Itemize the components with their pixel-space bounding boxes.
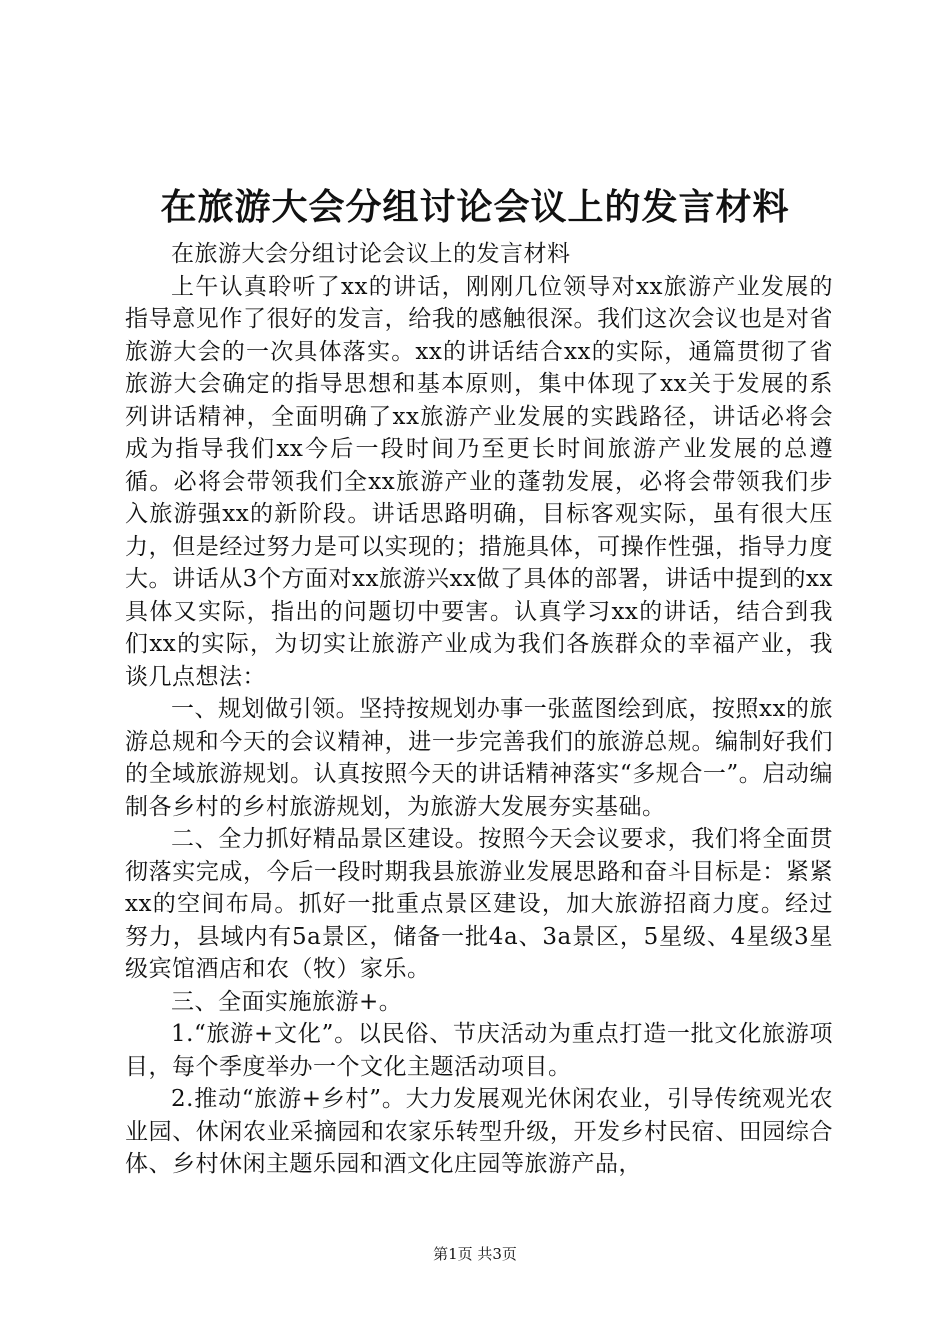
page-number: 第1页 共3页	[433, 1245, 517, 1263]
paragraph-tourism-culture: 1.“旅游+文化”。以民俗、节庆活动为重点打造一批文化旅游项目，每个季度举办一个文化主题活动项目。	[125, 1021, 833, 1080]
document-body	[125, 238, 833, 1181]
paragraph-planning: 一、规划做引领。坚持按规划办事一张蓝图绘到底，按照xx的旅游总规和今天的会议精神，进一步完善我们的旅游总规。编制好我们的全域旅游规划。认真按照今天的讲话精神落实“多规合一”。启动编制各乡村的乡村旅游规划，为旅游大发展夯实基础。	[125, 696, 833, 820]
paragraph-tourism-plus: 三、全面实施旅游+。	[171, 988, 403, 1015]
paragraph-intro: 上午认真聆听了xx的讲话，刚刚几位领导对xx旅游产业发展的指导意见作了很好的发言，给我的感触很深。我们这次会议也是对省旅游大会的一次具体落实。xx的讲话结合xx的实际，通篇贯彻了省旅游大会确定的指导思想和基本原则，集中体现了xx关于发展的系列讲话精神，全面明确了xx旅游产业发展的实践路径，讲话必将会成为指导我们xx今后一段时间乃至更长时间旅游产业发展的总遵循。必将会带领我们全xx旅游产业的蓬勃发展，必将会带领我们步入旅游强xx的新阶段。讲话思路明确，目标客观实际，虽有很大压力，但是经过努力是可以实现的；措施具体，可操作性强，指导力度大。讲话从3个方面对xx旅游兴xx做了具体的部署，讲话中提到的xx具体又实际，指出的问题切中要害。认真学习xx的讲话，结合到我们xx的实际，为切实让旅游产业成为我们各族群众的幸福产业，我谈几点想法：	[125, 273, 833, 690]
paragraph-scenic-areas: 二、全力抓好精品景区建设。按照今天会议要求，我们将全面贯彻落实完成，今后一段时期我县旅游业发展思路和奋斗目标是：紧紧xx的空间布局。抓好一批重点景区建设，加大旅游招商力度。经过努力，县域内有5a景区，储备一批4a、3a景区，5星级、4星级3星级宾馆酒店和农（牧）家乐。	[125, 826, 833, 982]
page-footer	[0, 1244, 950, 1264]
document-title: 在旅游大会分组讨论会议上的发言材料	[160, 187, 790, 228]
paragraph-tourism-rural: 2.推动“旅游+乡村”。大力发展观光休闲农业，引导传统观光农业园、休闲农业采摘园和农家乐转型升级，开发乡村民宿、田园综合体、乡村休闲主题乐园和酒文化庄园等旅游产品，	[125, 1086, 833, 1177]
paragraph-subtitle: 在旅游大会分组讨论会议上的发言材料	[171, 241, 571, 267]
